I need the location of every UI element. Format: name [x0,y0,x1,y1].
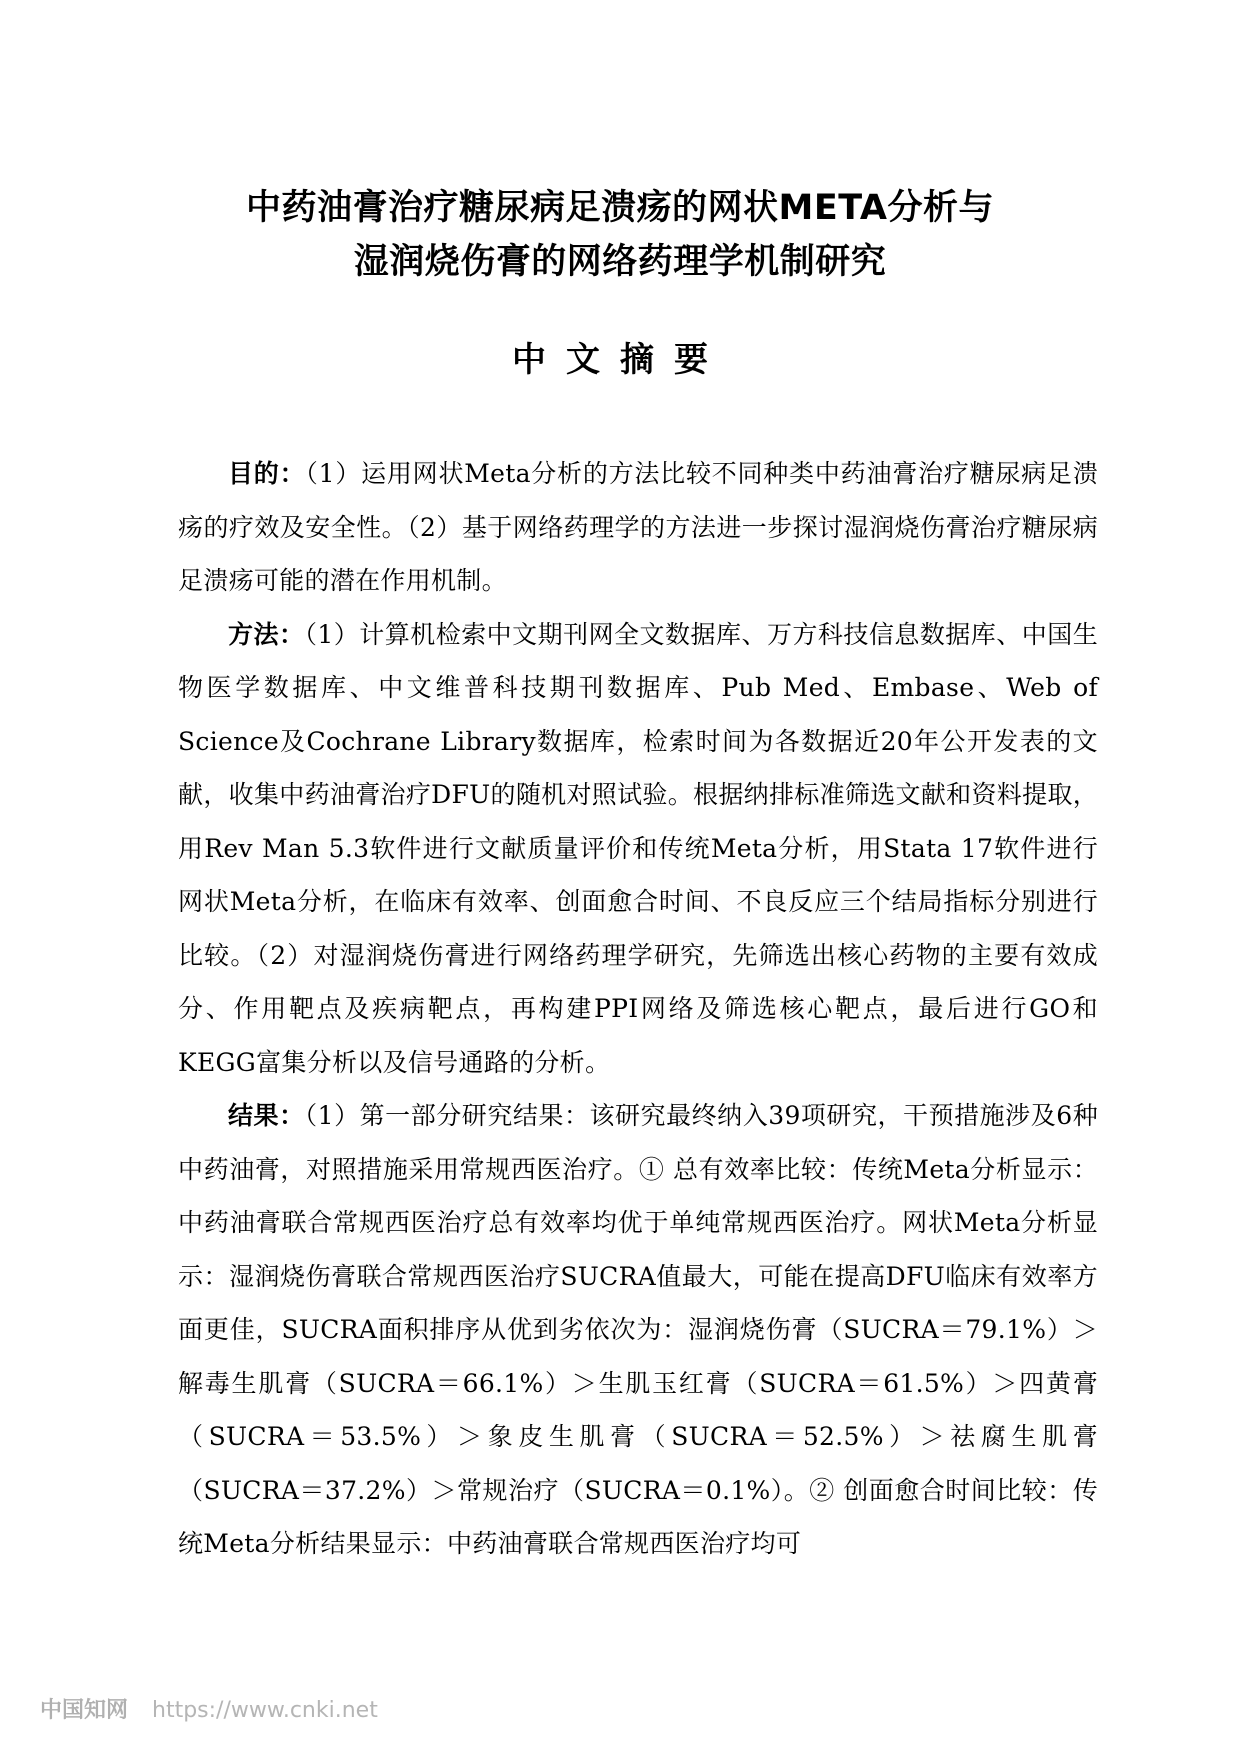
section-results [178,1089,1098,1571]
abstract-heading: 中文摘要 [512,340,728,380]
section-text: （1）第一部分研究结果：该研究最终纳入39项研究，干预措施涉及6种中药油膏，对照措施采用常规西医治疗。① 总有效率比较：传统Meta分析显示：中药油膏联合常规西医治疗总有效率均优于单纯常规西医治疗。网状Meta分析显示：湿润烧伤膏联合常规西医治疗SUCRA值最大，可能在提高DFU临床有效率方面更佳，SUCRA面积排序从优到劣依次为：湿润烧伤膏（SUCRA＝79.1%）＞解毒生肌膏（SUCRA＝66.1%）＞生肌玉红膏（SUCRA＝61.5%）＞四黄膏（SUCRA＝53.5%）＞象皮生肌膏（SUCRA＝52.5%）＞祛腐生肌膏（SUCRA＝37.2%）＞常规治疗（SUCRA＝0.1%）。② 创面愈合时间比较：传统Meta分析结果显示：中药油膏联合常规西医治疗均可 [178,1101,1099,1558]
section-label: 目的： [228,459,306,488]
document-title-line-2: 湿润烧伤膏的网络药理学机制研究 [353,242,887,282]
section-label: 结果： [228,1101,305,1130]
document-title-line-1: 中药油膏治疗糖尿病足溃疡的网状META分析与 [246,188,994,228]
watermark-footer [40,1693,378,1724]
abstract-body [178,447,1098,1571]
section-label: 方法： [228,619,305,649]
section-methods [178,608,1098,1090]
cnki-url-watermark[interactable]: https://www.cnki.net [152,1698,378,1723]
cnki-brand-watermark: 中国知网 [40,1698,129,1723]
section-objective [178,447,1098,608]
section-text: （1）计算机检索中文期刊网全文数据库、万方科技信息数据库、中国生物医学数据库、中文维普科技期刊数据库、Pub Med、Embase、Web of Science及Cochrane Library数据库，检索时间为各数据近20年公开发表的文献，收集中药油膏治疗DFU的随机对照试验。根据纳排标准筛选文献和资料提取，用Rev Man 5.3软件进行文献质量评价和传统Meta分析，用Stata 17软件进行网状Meta分析，在临床有效率、创面愈合时间、不良反应三个结局指标分别进行比较。（2）对湿润烧伤膏进行网络药理学研究，先筛选出核心药物的主要有效成分、作用靶点及疾病靶点，再构建PPI网络及筛选核心靶点，最后进行GO和KEGG富集分析以及信号通路的分析。 [178,619,1098,1077]
section-text: （1）运用网状Meta分析的方法比较不同种类中药油膏治疗糖尿病足溃疡的疗效及安全性。（2）基于网络药理学的方法进一步探讨湿润烧伤膏治疗糖尿病足溃疡可能的潜在作用机制。 [178,459,1099,595]
